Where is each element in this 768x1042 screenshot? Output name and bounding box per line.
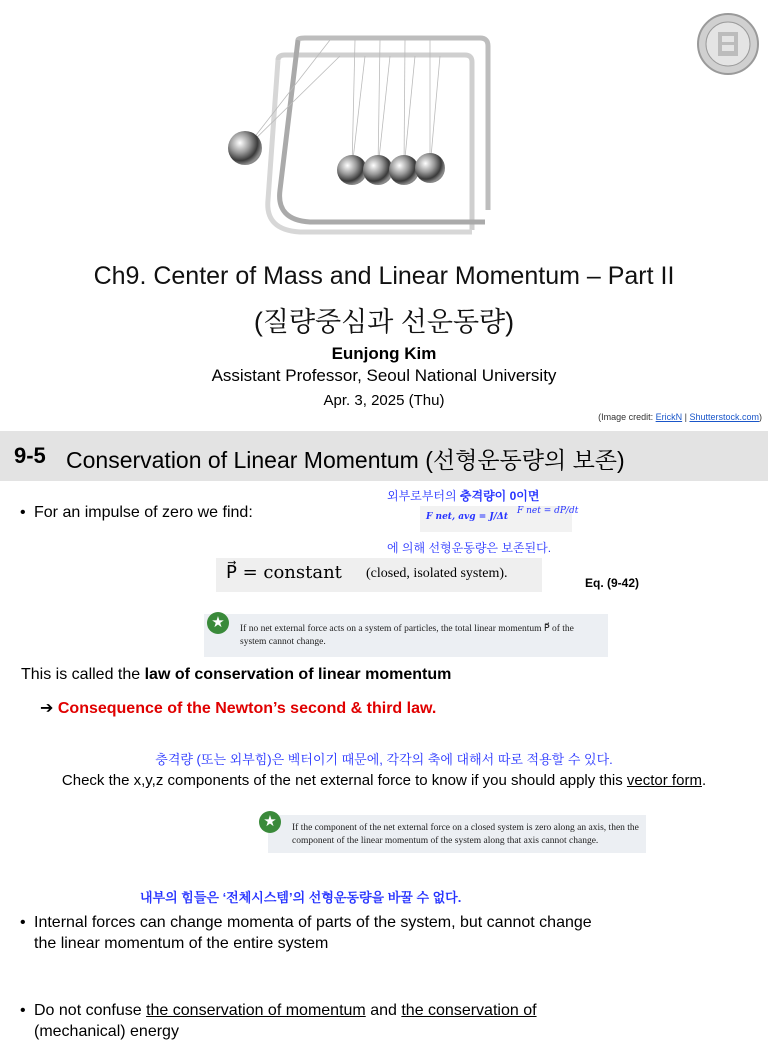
equation-condition: (closed, isolated system). (366, 566, 508, 581)
korean-note-internal: 내부의 힘들은 ‘전체시스템’의 선형운동량을 바꿀 수 없다. (140, 890, 462, 905)
star-icon: ★ (259, 811, 281, 833)
equation-number: Eq. (9-42) (585, 576, 640, 590)
bullet-internal-forces-text: Internal forces can change momenta of parts of the system, but cannot change the linear momentum of the entire system (34, 914, 592, 952)
credit-link-shutterstock[interactable]: Shutterstock.com (689, 412, 759, 422)
check-components-text: Check the x,y,z components of the net external force to know if you should apply this vector form. (61, 772, 707, 789)
korean-note-components: 충격량 (또는 외부힘)은 벡터이기 때문에, 각각의 축에 대해서 따로 적용할 수 있다. (155, 752, 613, 767)
bullet-impulse-text: For an impulse of zero we find: (34, 504, 253, 521)
author-name: Eunjong Kim (331, 344, 437, 363)
image-credit: (Image credit: ErickN | Shutterstock.com) (598, 412, 762, 422)
consequence-line: ➔ Consequence of the Newton’s second & third law. (40, 700, 437, 717)
credit-link-author[interactable]: ErickN (655, 412, 683, 422)
korean-note-conserved: 에 의해 선형운동량은 보존된다. (387, 541, 552, 555)
newtons-cradle-image (180, 0, 580, 250)
bullet-confusion: • Do not confuse the conservation of momentum and the conservation of (mechanical) energy (20, 1002, 537, 1040)
formula-impulse: F net, avg = J/Δt (426, 512, 509, 522)
slide-subtitle: (질량중심과 선운동량) (253, 307, 515, 337)
slide-title: Ch9. Center of Mass and Linear Momentum – Part II (93, 262, 675, 290)
key-idea-text-2: If the component of the net external force on a closed system is zero along an axis, then the component of the linear momentum of the system along that axis cannot change. (292, 823, 639, 846)
law-statement: This is called the law of conservation of linear momentum (21, 666, 452, 683)
bullet-internal-forces: • Internal forces can change momenta of parts of the system, but cannot change the linear momentum of the entire system (20, 912, 640, 954)
star-icon: ★ (207, 612, 229, 634)
section-number: 9-5 (14, 443, 46, 468)
university-seal (696, 12, 760, 76)
lecture-date: Apr. 3, 2025 (Thu) (323, 392, 445, 409)
author-affiliation: Assistant Professor, Seoul National University (211, 366, 557, 385)
bullet-impulse: • For an impulse of zero we find: (20, 504, 253, 521)
key-idea-text-1: If no net external force acts on a system of particles, the total linear momentum P⃗ of the system cannot change. (240, 624, 574, 647)
section-title: Conservation of Linear Momentum (선형운동량의 보존) (66, 447, 625, 473)
korean-note-impulse: 외부로부터의 충격량이 0이면 (387, 489, 540, 503)
right-arrow-icon: ➔ (40, 700, 54, 717)
equation-main: P⃗ = constant (226, 562, 342, 583)
formula-net-force: F net = dP/dt (517, 506, 579, 516)
